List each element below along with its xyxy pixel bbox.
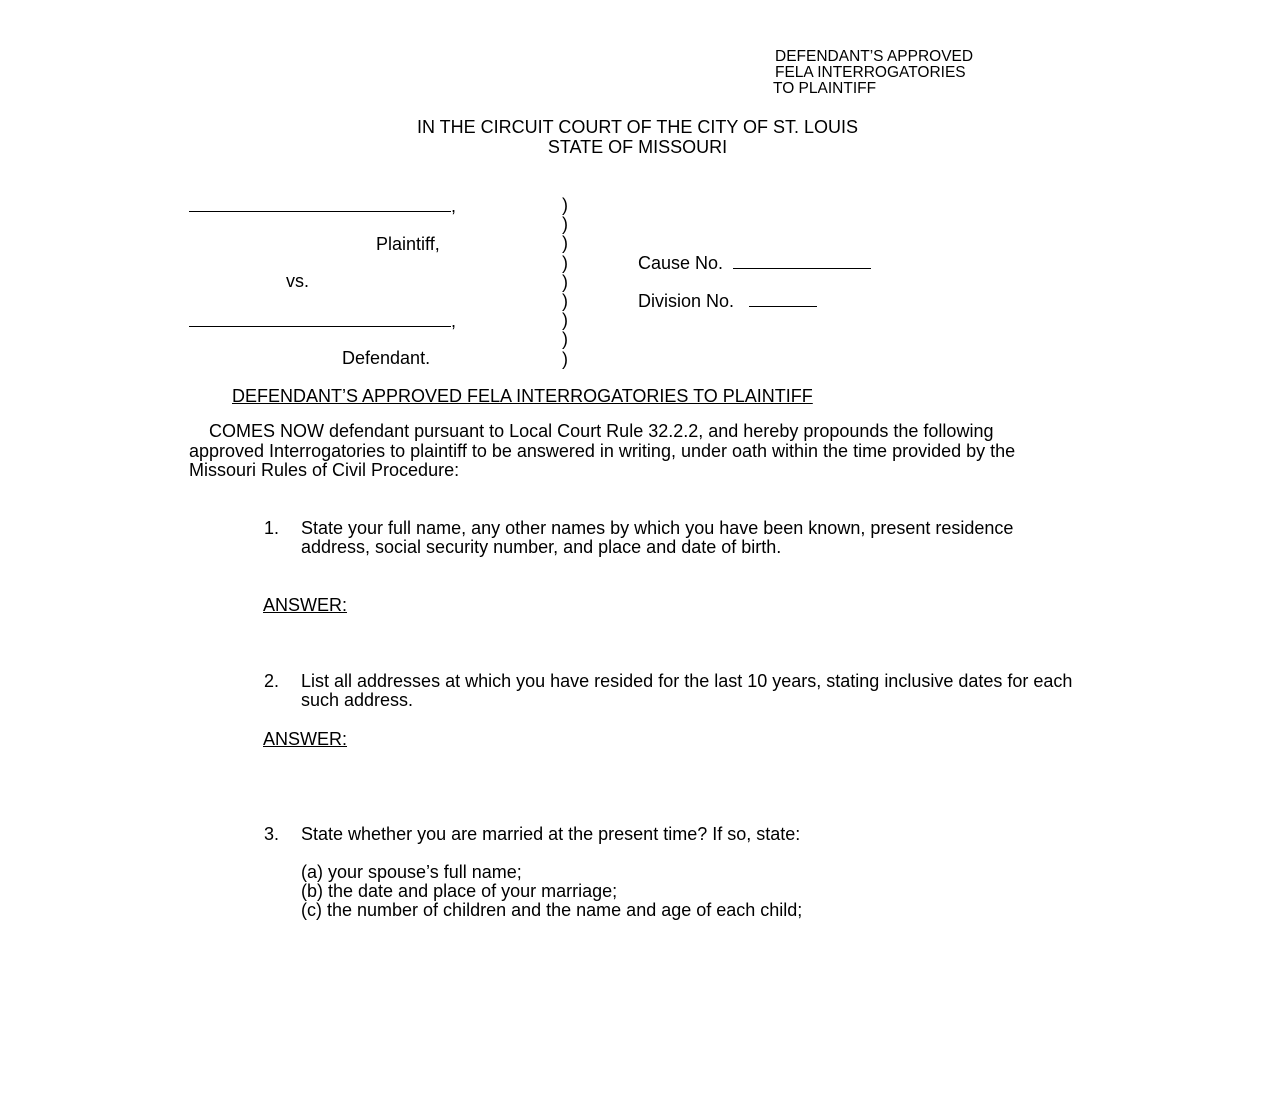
intro-paragraph bbox=[189, 422, 1069, 481]
paren: ) bbox=[562, 252, 568, 273]
subitem: (c) the number of children and the name and age of each child; bbox=[301, 900, 803, 921]
paren: ) bbox=[562, 271, 568, 292]
subitem-list bbox=[301, 863, 802, 921]
document-title: DEFENDANT’S APPROVED FELA INTERROGATORIES TO PLAINTIFF bbox=[232, 386, 813, 406]
defendant-comma: , bbox=[451, 311, 457, 331]
paren: ) bbox=[562, 214, 568, 235]
plaintiff-name-line bbox=[189, 197, 451, 212]
defendant-name-line bbox=[189, 312, 451, 327]
cause-number bbox=[638, 254, 871, 273]
answer-label-1: ANSWER: bbox=[263, 595, 348, 615]
paren: ) bbox=[562, 233, 568, 254]
question-number: 3. bbox=[264, 824, 280, 844]
intro-text: COMES NOW defendant pursuant to Local Court Rule 32.2.2, and hereby propounds the following approved Interrogatories to plaintiff to be answered in writing, under oath within the time provided by the Missouri Rules of Civil Procedure: bbox=[189, 421, 1016, 480]
answer-label-2: ANSWER: bbox=[263, 729, 348, 749]
corner-caption-line: TO PLAINTIFF bbox=[773, 80, 877, 97]
plaintiff-label: Plaintiff, bbox=[376, 234, 440, 254]
paren: ) bbox=[562, 310, 568, 331]
cause-label: Cause No. bbox=[638, 253, 724, 273]
interrogatory-2 bbox=[264, 672, 1084, 710]
question-text: State whether you are married at the present time? If so, state: bbox=[301, 824, 801, 844]
subitem: (b) the date and place of your marriage; bbox=[301, 881, 618, 902]
defendant-name-blank bbox=[189, 312, 456, 331]
court-state: STATE OF MISSOURI bbox=[547, 136, 728, 157]
corner-caption-line: FELA INTERROGATORIES bbox=[775, 64, 966, 81]
corner-caption-line: DEFENDANT’S APPROVED bbox=[775, 48, 974, 65]
paren: ) bbox=[562, 195, 568, 215]
caption-paren-column bbox=[562, 196, 568, 369]
subitem: (a) your spouse’s full name; bbox=[301, 862, 522, 882]
court-name: IN THE CIRCUIT COURT OF THE CITY OF ST. LOUIS bbox=[416, 117, 859, 137]
question-number: 2. bbox=[264, 671, 280, 691]
interrogatory-1 bbox=[264, 519, 1084, 557]
division-number-field[interactable] bbox=[749, 292, 817, 307]
question-number: 1. bbox=[264, 518, 280, 538]
division-number bbox=[638, 292, 817, 311]
paren: ) bbox=[562, 290, 568, 311]
paren: ) bbox=[562, 348, 568, 369]
question-text: List all addresses at which you have resided for the last 10 years, stating inclusive dates for each such address. bbox=[301, 671, 1073, 711]
division-label: Division No. bbox=[638, 291, 735, 311]
cause-number-field[interactable] bbox=[733, 254, 871, 269]
vs-label: vs. bbox=[286, 271, 310, 291]
court-heading bbox=[0, 118, 1275, 157]
defendant-label: Defendant. bbox=[342, 348, 431, 368]
interrogatory-3 bbox=[264, 825, 1084, 844]
plaintiff-comma: , bbox=[451, 196, 457, 216]
corner-caption bbox=[775, 49, 973, 97]
plaintiff-name-blank bbox=[189, 197, 456, 216]
question-text: State your full name, any other names by which you have been known, present residence address, social security number, and place and date of birth. bbox=[301, 518, 1014, 558]
paren: ) bbox=[562, 329, 568, 350]
